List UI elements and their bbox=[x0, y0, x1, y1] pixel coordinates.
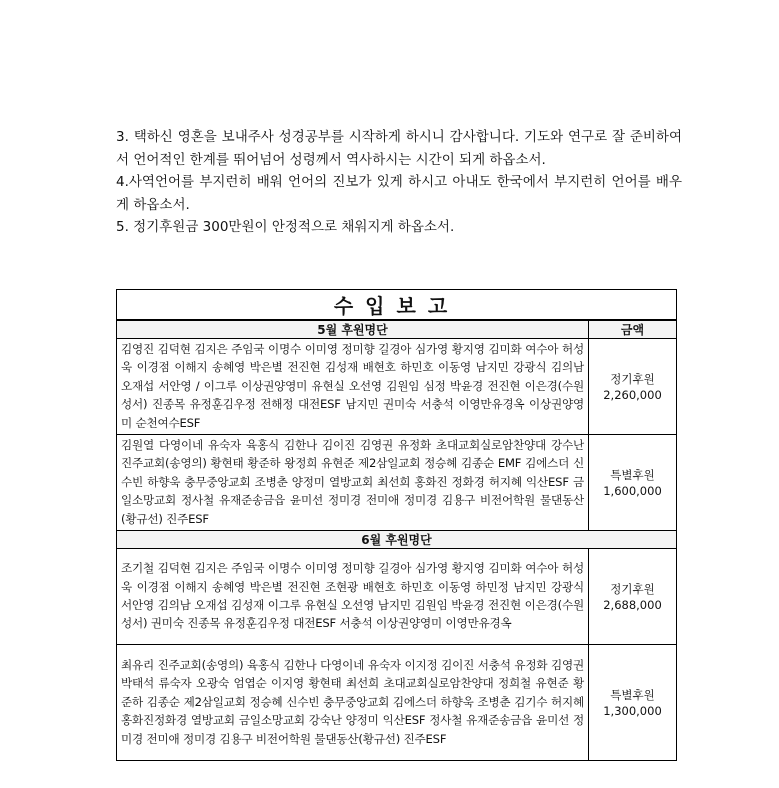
donor-names: 김영진 김덕현 김지은 주임국 이명수 이미영 정미향 길경아 심가영 황지영 김미화 여수아 허성욱 이경점 이해지 송혜영 박은별 전진현 김성재 배현호 하민호 이동영 남지민 강광식 김의남 오재섭 서안영 / 이그루 이상권양영미 유현실 오선영 김원임 심정 박윤경 전진현 이은경(수원성서) 진종목 유정훈김우정 전해정 대전ESF 남지민 권미숙 서충석 이영만유경옥 이상권양영미 순천여수ESF bbox=[117, 339, 589, 435]
prayer-requests bbox=[116, 126, 682, 239]
prayer-item-5: 5. 정기후원금 300만원이 안정적으로 채워지게 하옵소서. bbox=[116, 219, 455, 236]
prayer-item-4: 4.사역언어를 부지런히 배워 언어의 진보가 있게 하시고 아내도 한국에서 부지런히 언어를 배우게 하옵소서. bbox=[116, 174, 682, 213]
donation-type: 특별후원 bbox=[610, 467, 655, 482]
amount-header: 금액 bbox=[589, 320, 677, 339]
donor-names: 최유리 진주교회(송영의) 육홍식 김한나 다영이네 유숙자 이지정 김이진 서충석 유정화 김영권 박태석 류숙자 오광숙 엄엽순 이지영 황현태 최선희 초대교회실로암찬양대 정희철 유현준 황준하 김종순 제2삼일교회 정승혜 신수빈 충무중앙교회 김에스더 하향욱 조병춘 김기수 허지혜 홍화진정화경 열방교회 금일소망교회 강숙난 양정미 익산ESF 정사철 유재준송금읍 윤미선 정미경 전미애 정미경 김용구 비전어학원 물댄동산(황규선) 진주ESF bbox=[117, 645, 589, 761]
section-header-row bbox=[117, 320, 677, 339]
report-title: 수입보고 bbox=[117, 290, 677, 321]
donor-names: 조기철 김덕현 김지은 주임국 이명수 이미영 정미향 길경아 심가영 황지영 김미화 여수아 허성욱 이경점 이해지 송혜영 박은별 전진현 조현광 배현호 하민호 이동영 하민정 남지민 강광식 서안영 김의남 오재섭 김성재 이그루 유현실 오선영 남지민 김원임 박윤경 전진현 이은경(수원성서) 권미숙 진종목 유정훈김우정 대전ESF 서충석 이상권양영미 이영만유경옥 bbox=[117, 549, 589, 645]
section-header-row bbox=[117, 531, 677, 549]
section-header-may: 5월 후원명단 bbox=[117, 320, 589, 339]
report-title-row bbox=[117, 290, 677, 321]
amount-cell bbox=[589, 549, 677, 645]
donation-amount: 1,300,000 bbox=[603, 703, 662, 718]
amount-cell bbox=[589, 435, 677, 531]
donation-amount: 1,600,000 bbox=[603, 483, 662, 498]
amount-cell bbox=[589, 645, 677, 761]
table-row bbox=[117, 435, 677, 531]
prayer-item-3: 3. 택하신 영혼을 보내주사 성경공부를 시작하게 하시니 감사합니다. 기도와 연구로 잘 준비하여서 언어적인 한계를 뛰어넘어 성령께서 역사하시는 시간이 되게 하옵소서. bbox=[116, 129, 682, 168]
donation-amount: 2,260,000 bbox=[603, 387, 662, 402]
donation-type: 정기후원 bbox=[610, 581, 655, 596]
donation-type: 정기후원 bbox=[610, 371, 655, 386]
income-report-table bbox=[116, 289, 677, 761]
table-row bbox=[117, 645, 677, 761]
table-row bbox=[117, 549, 677, 645]
table-row bbox=[117, 339, 677, 435]
donation-amount: 2,688,000 bbox=[603, 597, 662, 612]
donor-names: 김원열 다영이네 유숙자 육홍식 김한나 김이진 김영권 유정화 초대교회실로암찬양대 강수난 진주교회(송영의) 황현태 황준하 왕정희 유현준 제2삼일교회 정승혜 김종순 EMF 김에스더 신수빈 하향욱 충무중앙교회 조병춘 양정미 열방교회 최선희 홍화진 정화경 허지혜 익산ESF 금일소망교회 정사철 유재준송금읍 윤미선 정미경 전미애 정미경 김용구 비전어학원 물댄동산(황규선) 진주ESF bbox=[117, 435, 589, 531]
amount-cell bbox=[589, 339, 677, 435]
donation-type: 특별후원 bbox=[610, 687, 655, 702]
section-header-june: 6월 후원명단 bbox=[117, 531, 677, 549]
